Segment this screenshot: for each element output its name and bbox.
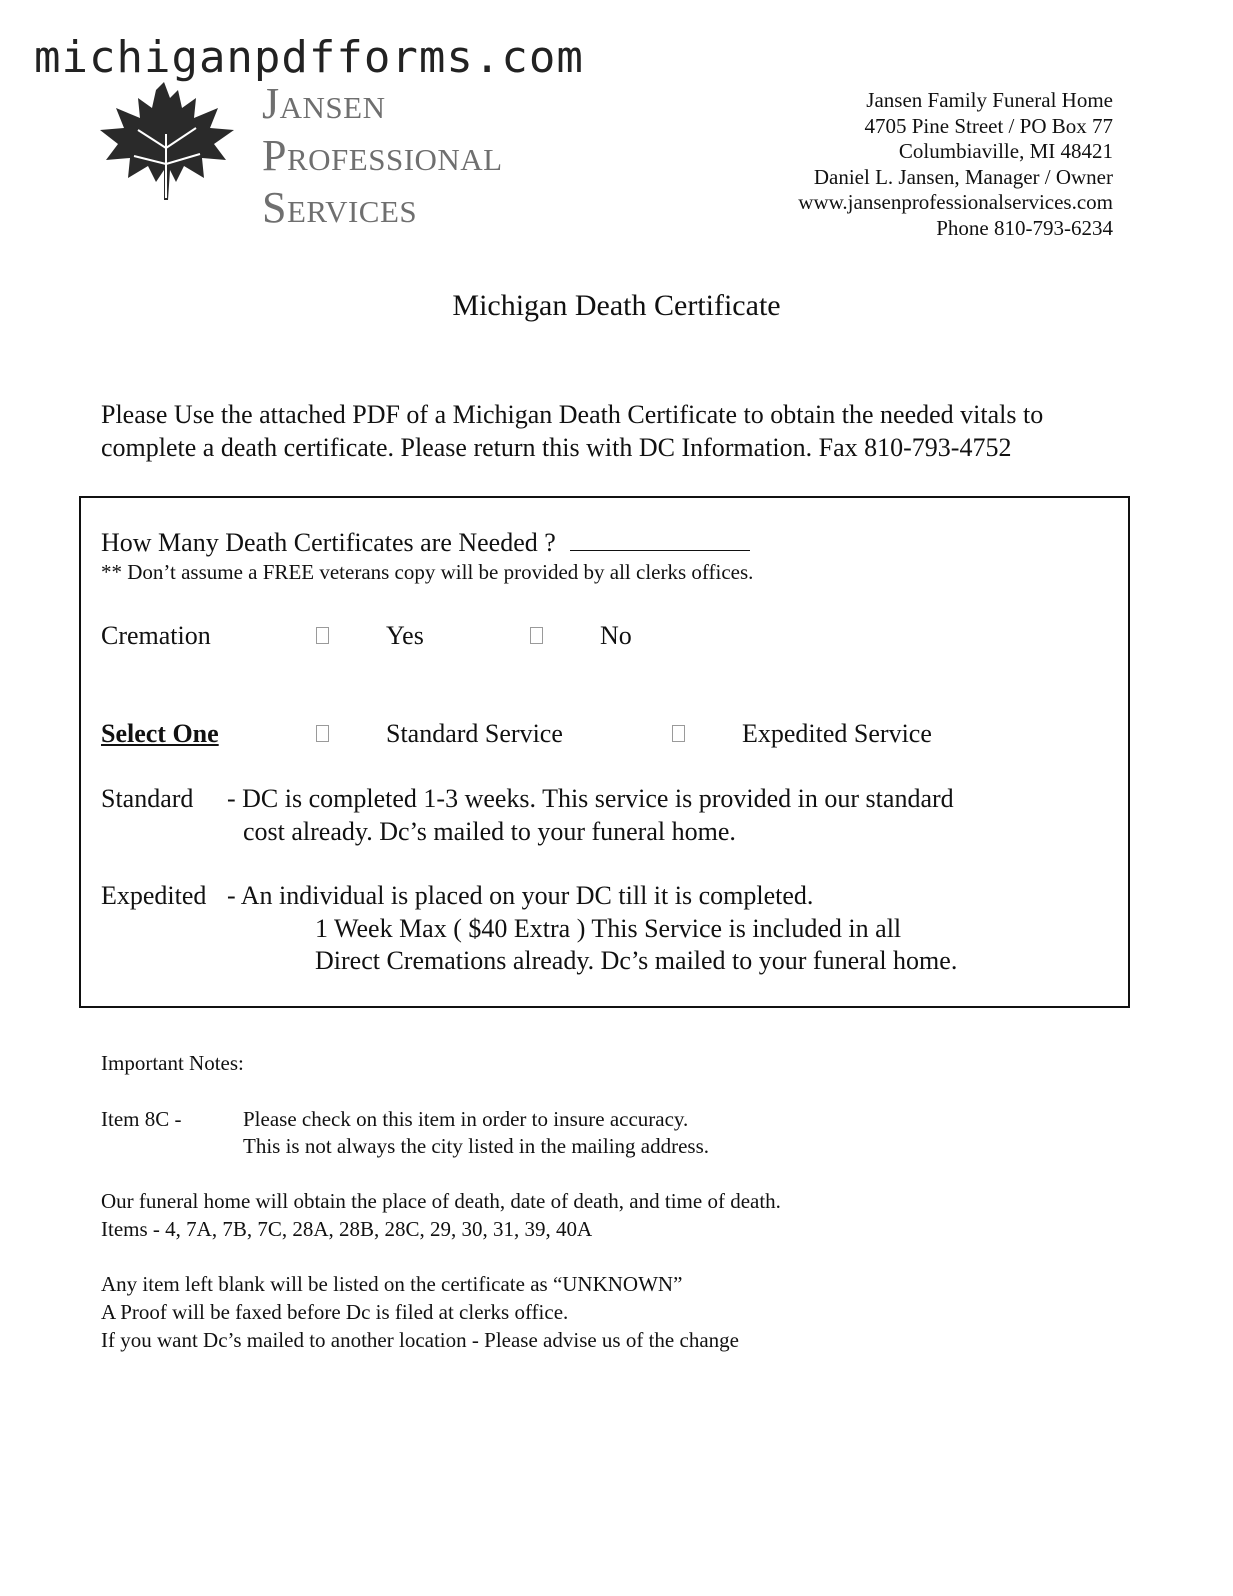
item-8c-line-1: Please check on this item in order to insure accuracy. [243, 1107, 689, 1131]
how-many-label: How Many Death Certificates are Needed ? [101, 528, 556, 557]
phone-number: Phone 810-793-6234 [936, 215, 1113, 240]
expedited-description-line-3: Direct Cremations already. Dc’s mailed to your funeral home. [315, 946, 958, 975]
address-block [798, 88, 1113, 241]
expedited-service-label: Expedited Service [742, 719, 932, 748]
manager-name: Daniel L. Jansen, Manager / Owner [813, 164, 1113, 189]
page-title: Michigan Death Certificate [452, 289, 781, 322]
veterans-note: ** Don’t assume a FREE veterans copy will be provided by all clerks offices. [101, 560, 754, 584]
blank-note-line-3: If you want Dc’s mailed to another location - Please advise us of the change [101, 1328, 739, 1352]
intro-paragraph [101, 398, 1161, 464]
blank-note-line-1: Any item left blank will be listed on the certificate as “UNKNOWN” [101, 1272, 683, 1296]
notes-heading: Important Notes: [101, 1051, 244, 1075]
logo-line-1: Jansen [262, 79, 386, 128]
obtain-note-line-2: Items - 4, 7A, 7B, 7C, 28A, 28B, 28C, 29, 30, 31, 39, 40A [101, 1217, 593, 1241]
cremation-label: Cremation [101, 621, 211, 650]
select-one-label: Select One [101, 719, 219, 748]
expedited-service-checkbox[interactable] [672, 725, 685, 742]
how-many-input[interactable] [570, 532, 750, 551]
funeral-home-name: Jansen Family Funeral Home [866, 88, 1113, 112]
blank-note-line-2: A Proof will be faxed before Dc is filed at clerks office. [101, 1300, 569, 1324]
expedited-description-line-2: 1 Week Max ( $40 Extra ) This Service is included in all [315, 914, 902, 943]
item-8c-line-2: This is not always the city listed in the mailing address. [243, 1134, 710, 1158]
cremation-yes-checkbox[interactable] [316, 627, 329, 644]
cremation-no-checkbox[interactable] [530, 627, 543, 644]
website-link[interactable]: www.jansenprofessionalservices.com [798, 190, 1113, 214]
cremation-no-label: No [600, 621, 632, 650]
company-logo-text [262, 78, 503, 234]
expedited-description-line-1: - An individual is placed on your DC till it is completed. [227, 881, 814, 910]
logo-line-2: Professional [262, 131, 503, 180]
item-8c-label: Item 8C - [101, 1107, 182, 1131]
city-state-zip: Columbiaville, MI 48421 [898, 139, 1113, 163]
standard-term: Standard [101, 784, 194, 813]
cremation-yes-label: Yes [386, 621, 424, 650]
standard-description-line-1: - DC is completed 1-3 weeks. This service is provided in our standard [227, 784, 954, 813]
obtain-note-line-1: Our funeral home will obtain the place of death, date of death, and time of death. [101, 1189, 781, 1213]
standard-service-label: Standard Service [386, 719, 563, 748]
standard-service-checkbox[interactable] [316, 725, 329, 742]
standard-description-line-2: cost already. Dc’s mailed to your funeral home. [243, 817, 736, 846]
intro-line-2: complete a death certificate. Please return this with DC Information. Fax 810-793-4752 [101, 433, 1012, 462]
logo-line-3: Services [262, 183, 418, 232]
maple-leaf-icon [98, 78, 240, 204]
watermark: michiganpdfforms.com [34, 32, 584, 83]
street-address: 4705 Pine Street / PO Box 77 [864, 113, 1113, 138]
expedited-term: Expedited [101, 881, 207, 910]
how-many-question [101, 530, 750, 556]
intro-line-1: Please Use the attached PDF of a Michigan Death Certificate to obtain the needed vitals to [101, 400, 1044, 429]
